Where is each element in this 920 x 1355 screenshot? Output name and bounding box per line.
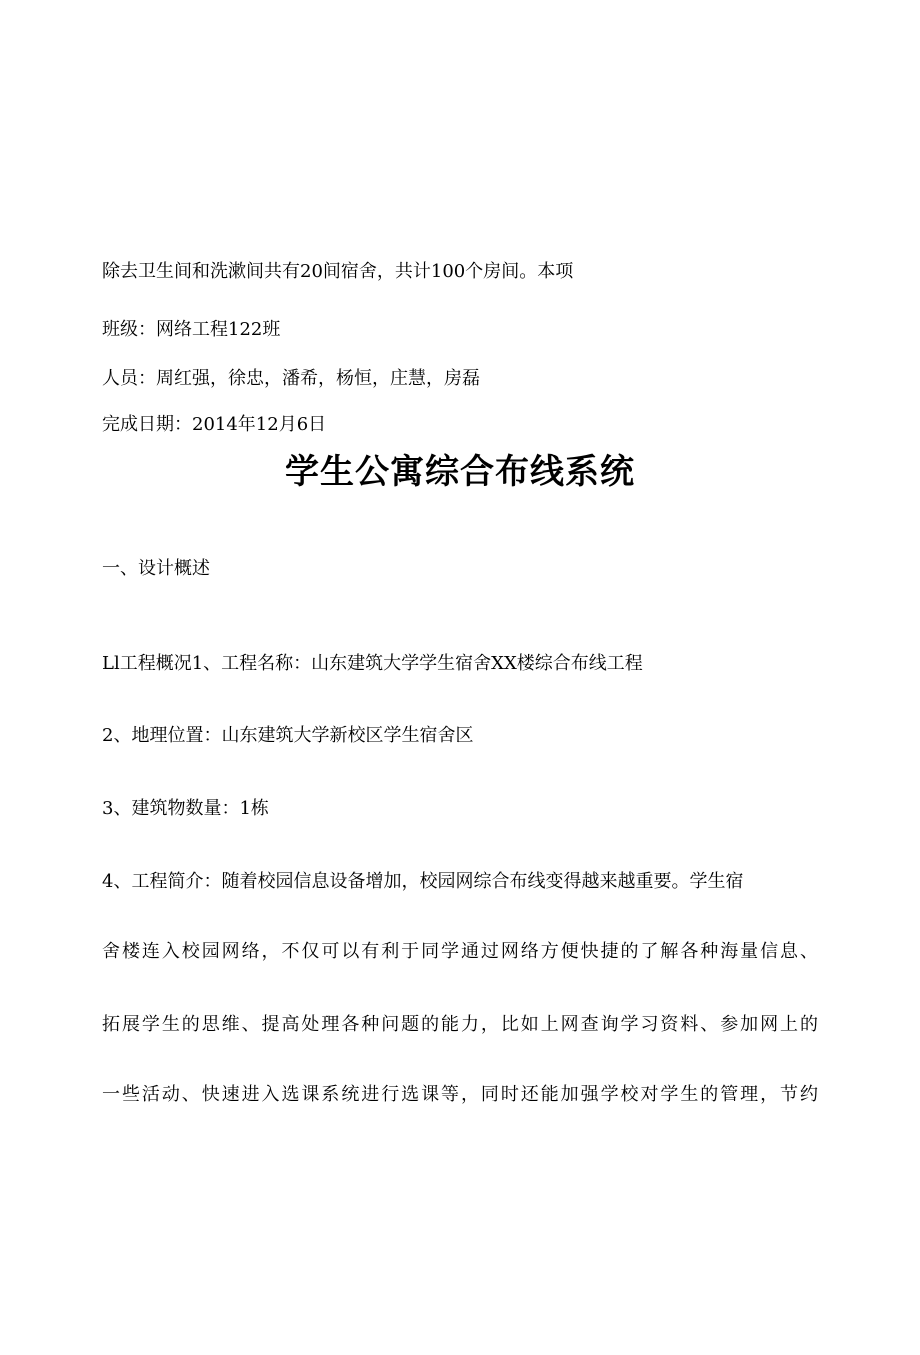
intro-paragraph-line: 舍楼连入校园网络，不仅可以有利于同学通过网络方便快捷的了解各种海量信息、 [102, 941, 818, 962]
project-location: 2、地理位置：山东建筑大学新校区学生宿舍区 [102, 725, 474, 746]
intro-paragraph-line: 拓展学生的思维、提高处理各种问题的能力，比如上网查询学习资料、参加网上的 [102, 1014, 818, 1035]
class-info: 班级：网络工程122班 [102, 319, 281, 340]
intro-text: 除去卫生间和洗漱间共有20间宿舍，共计100个房间。本项 [102, 261, 574, 282]
members-info: 人员：周红强，徐忠，潘希，杨恒，庄慧，房磊 [102, 368, 480, 389]
building-count: 3、建筑物数量：1栋 [102, 798, 269, 819]
completion-date: 完成日期：2014年12月6日 [102, 414, 327, 435]
document-title: 学生公寓综合布线系统 [285, 452, 635, 492]
intro-paragraph-line: 4、工程简介：随着校园信息设备增加，校园网综合布线变得越来越重要。学生宿 [102, 871, 744, 892]
project-name: Ll工程概况1、工程名称：山东建筑大学学生宿舍XX楼综合布线工程 [102, 653, 643, 674]
intro-paragraph-line: 一些活动、快速进入选课系统进行选课等，同时还能加强学校对学生的管理，节约 [102, 1084, 818, 1105]
section-heading: 一、设计概述 [102, 558, 210, 579]
